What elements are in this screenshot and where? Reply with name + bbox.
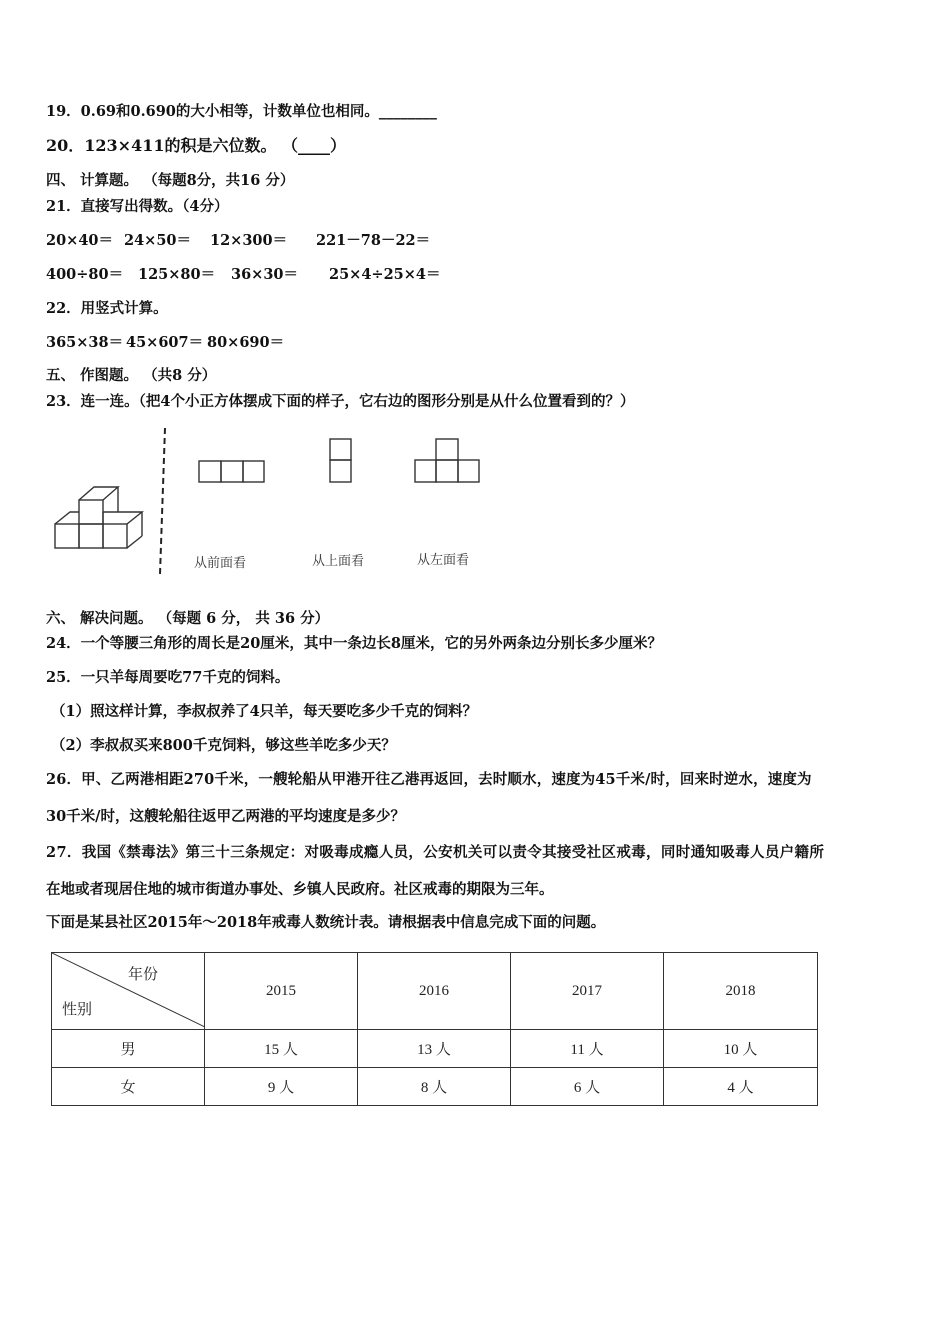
- question-27-line-2: 在地或者现居住地的城市街道办事处、乡镇人民政府。社区戒毒的期限为三年。: [46, 881, 554, 898]
- dashed-divider: [160, 428, 165, 574]
- table-cell: 9 人: [205, 1068, 358, 1106]
- calc-item: 24×50＝: [124, 232, 192, 249]
- table-cell: 4 人: [664, 1068, 818, 1106]
- question-22: 22．用竖式计算。: [46, 300, 168, 317]
- table-cell: 13 人: [358, 1030, 511, 1068]
- calc-item: 36×30＝: [231, 266, 299, 283]
- cube-stack-drawing: [55, 487, 142, 548]
- calc-item: 45×607＝: [126, 334, 204, 351]
- question-21: 21．直接写出得数。（4分）: [46, 198, 229, 215]
- table-cell: 11 人: [511, 1030, 664, 1068]
- table-header-row: [52, 953, 818, 1030]
- drug-rehab-stats-table: [51, 952, 818, 1106]
- question-25-part-2: （2）李叔叔买来800千克饲料，够这些羊吃多少天？: [51, 737, 396, 754]
- question-24: 24．一个等腰三角形的周长是20厘米，其中一条边长8厘米，它的另外两条边分别长多少厘米？: [46, 635, 662, 652]
- year-header: 2015: [205, 953, 358, 1030]
- gender-label: 女: [52, 1068, 205, 1106]
- top-view-label: 从上面看: [312, 554, 365, 569]
- year-header: 2017: [511, 953, 664, 1030]
- calc-item: 12×300＝: [210, 232, 288, 249]
- section-5-heading: 五、 作图题。 （共8 分）: [46, 367, 217, 384]
- question-19: 19．0.69和0.690的大小相等，计数单位也相同。________: [46, 103, 437, 120]
- question-25: 25．一只羊每周要吃77千克的饲料。: [46, 669, 290, 686]
- calc-item: 365×38＝: [46, 334, 124, 351]
- calc-item: 25×4÷25×4＝: [329, 266, 441, 283]
- table-row: [52, 1068, 818, 1106]
- q22-row: [46, 333, 284, 353]
- year-header: 2018: [664, 953, 818, 1030]
- question-27-line-3: 下面是某县社区2015年～2018年戒毒人数统计表。请根据表中信息完成下面的问题。: [46, 914, 606, 931]
- left-view-label: 从左面看: [417, 553, 470, 568]
- table-cell: 15 人: [205, 1030, 358, 1068]
- q21-row-1: [46, 231, 430, 251]
- front-view-drawing: [199, 461, 264, 482]
- gender-label: 男: [52, 1030, 205, 1068]
- cube-views-figure: [46, 424, 506, 582]
- section-4-heading: 四、 计算题。 （每题8分，共16 分）: [46, 172, 295, 189]
- calc-item: 221－78－22＝: [316, 232, 431, 249]
- q21-row-2: [46, 265, 440, 285]
- table-cell: 8 人: [358, 1068, 511, 1106]
- table-cell: 6 人: [511, 1068, 664, 1106]
- table-corner-cell: [52, 953, 205, 1030]
- year-header: 2016: [358, 953, 511, 1030]
- question-27-line-1: 27．我国《禁毒法》第三十三条规定：对吸毒成瘾人员，公安机关可以责令其接受社区戒毒，同时通知吸毒人员户籍所: [46, 844, 825, 861]
- top-view-drawing: [330, 439, 351, 482]
- question-23: 23．连一连。（把4个小正方体摆成下面的样子，它右边的图形分别是从什么位置看到的？）: [46, 393, 635, 410]
- section-6-heading: 六、 解决问题。 （每题 6 分， 共 36 分）: [46, 610, 330, 627]
- table-row: [52, 1030, 818, 1068]
- calc-item: 80×690＝: [207, 334, 285, 351]
- calc-item: 125×80＝: [138, 266, 216, 283]
- table-cell: 10 人: [664, 1030, 818, 1068]
- question-26-line-2: 30千米/时，这艘轮船往返甲乙两港的平均速度是多少？: [46, 808, 405, 825]
- question-26-line-1: 26．甲、乙两港相距270千米，一艘轮船从甲港开往乙港再返回，去时顺水，速度为45千米/时，回来时逆水，速度为: [46, 771, 812, 788]
- calc-item: 400÷80＝: [46, 266, 124, 283]
- question-20: 20．123×411的积是六位数。 （____）: [46, 136, 347, 155]
- question-25-part-1: （1）照这样计算，李叔叔养了4只羊，每天要吃多少千克的饲料？: [51, 703, 478, 720]
- corner-gender-label: 性别: [62, 1002, 93, 1018]
- corner-year-label: 年份: [127, 967, 158, 983]
- front-view-label: 从前面看: [194, 556, 247, 571]
- left-view-drawing: [415, 439, 479, 482]
- calc-item: 20×40＝: [46, 232, 114, 249]
